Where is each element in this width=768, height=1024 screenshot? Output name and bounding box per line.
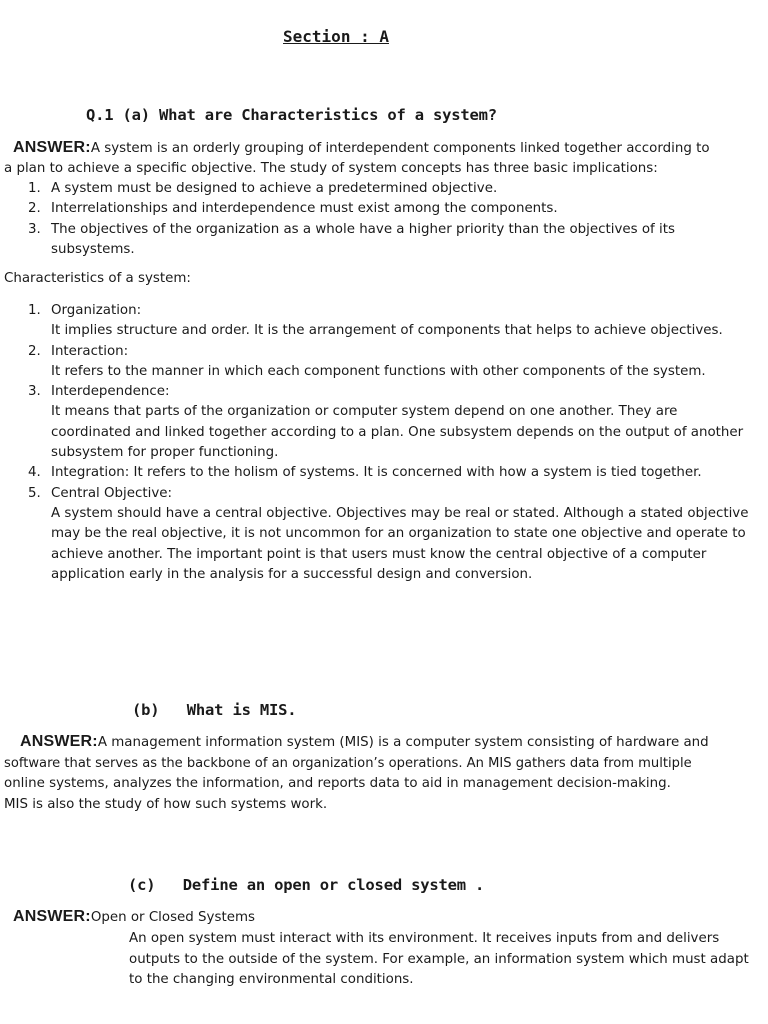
list-item: 3. Interdependence: It means that parts of the organization or computer system depend on one another. They are coordinated and linked together according to a plan. One subsystem depends on the output of another subsystem for proper functioning. <box>28 384 744 461</box>
answer-text-line: A system is an orderly grouping of interdependent components linked together according to <box>90 141 710 156</box>
question-1c-heading: (c) Define an open or closed system . <box>128 876 485 894</box>
question-1a-heading: Q.1 (a) What are Characteristics of a system? <box>86 106 497 124</box>
q1b-answer <box>4 732 768 815</box>
list-item: 4. Integration: It refers to the holism of systems. It is concerned with how a system is tied together. <box>28 465 702 481</box>
question-1b-heading: (b) What is MIS. <box>132 701 297 719</box>
list-item: 1. Organization: It implies structure and order. It is the arrangement of components that helps to achieve objectives. <box>28 303 723 339</box>
list-item: 2. Interaction: It refers to the manner in which each component functions with other components of the system. <box>28 343 706 379</box>
answer-label: ANSWER: <box>20 733 98 750</box>
list-item: 1. A system must be designed to achieve a predetermined objective. <box>28 181 498 196</box>
section-title: Section : A <box>283 27 389 46</box>
q1c-answer <box>4 907 768 929</box>
answer-text-line: software that serves as the backbone of an organization’s operations. An MIS gathers data from multiple <box>4 755 692 771</box>
answer-text-line: a plan to achieve a specific objective. The study of system concepts has three basic implications: <box>4 160 658 176</box>
list-item: 2. Interrelationships and interdependence must exist among the components. <box>28 201 558 217</box>
answer-label: ANSWER: <box>13 908 91 925</box>
answer-text-line: online systems, analyzes the information, and reports data to aid in management decision-making. <box>4 776 671 791</box>
list-item: 5. Central Objective: A system should have a central objective. Objectives may be real or stated. Although a stated objective may be the real objective, it is not uncommon for an organization to state one objective and operate to achieve another. The important point is that users must know the central objective of a computer application early in the analysis for a successful design and conversion. <box>28 485 749 582</box>
answer-text-line: A management information system (MIS) is a computer system consisting of hardware and <box>97 735 709 750</box>
characteristics-list <box>4 301 760 585</box>
list-item: 3. The objectives of the organization as a whole have a higher priority than the objectives of its subsystems. <box>28 221 675 257</box>
answer-label: ANSWER: <box>13 139 91 156</box>
answer-subtitle: Open or Closed Systems <box>90 910 255 925</box>
q1c-answer-text: An open system must interact with its environment. It receives inputs from and delivers outputs to the outside of the system. For example, an information system which must adapt to the changing environmental conditions. <box>129 931 749 987</box>
characteristics-label: Characteristics of a system: <box>4 271 191 286</box>
implications-list <box>4 179 734 260</box>
q1a-answer <box>4 138 768 179</box>
answer-text-line: MIS is also the study of how such systems work. <box>4 796 328 812</box>
